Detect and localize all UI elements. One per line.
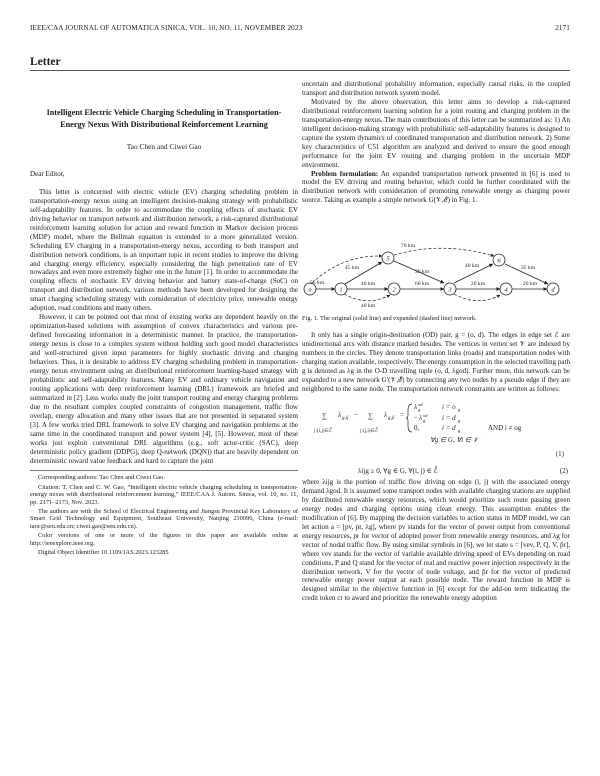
edge-label-5-3: 30 km <box>414 269 430 276</box>
network-diagram <box>302 209 570 313</box>
node-label-1: 1 <box>339 286 343 294</box>
footnote-citation: Citation: T. Chen and C. W. Gao, “Intelligent electric vehicle charging scheduling in transportation-energy nexus with distributional reinforcement learning,” IEEE/CAA J. Autom. Sinica, vol. 10, no. 11, pp. 2171–2173, Nov. 2023. <box>30 483 298 506</box>
node-label-o: o <box>308 286 312 294</box>
svg-text:j:(i,j)∈ℰ̂: j:(i,j)∈ℰ̂ <box>314 428 333 435</box>
intro-paragraph-1: This letter is concerned with electric vehicle (EV) charging scheduling problem in transportation-energy nexus using an intelligent decision-making strategy with probabilistic self-adaptability features. In order to accommodate the coupling effects of stochastic EV driving behavior on transport network and distribution network, a risk-captured distributional reinforcement learning solution for action and reward function in Markov decision process (MDP) model, where the Bellman equation is extended to a more generalized version. Scheduling EV charging in a transportation-energy nexus, according to both transport and distribution network conditions, is an important topic in recent studies to improve the driving and charging energy efficiency, especially considering the high penetration rate of EV nowadays and even more extremely higher one in the future [1]. In order to accommodate the coupling effects of stochastic EV driving behavior and battery state-of-charge (SoC) on transport and distribution network, various methods have been developed for designing the smart charging scheduling strategy with consideration of electricity price, renewable energy adoption, road conditions and many others. <box>30 187 298 313</box>
problem-formulation-paragraph <box>302 170 570 206</box>
intro-paragraph-2: However, it can be pointed out that most of existing works are dependent heavily on the optimization-based solutions with assumption of convex characteristics and various pre-defined forecasting information in a deterministic manner. In practice, the transportation-energy nexus is close to a complex system without holding such good model characteristics and well-structured given input parameters for highly stochastic driving and charging behaviors. Thus, it is desirable to address EV charging scheduling problem in transportation-energy nexus environment using an distributional reinforcement learning-based strategy with probabilistic and self-adaptability features. Many EV and ordinary vehicle navigation and routing applications with deep reinforcement learning (DRL) framework are briefed and summarized in [2]. Less works study the joint transport routing and energy charging problems due to the resultant complex coupled constraints of congestion management, traffic flow overlap, energy allocation and many other issues that are not presented in separated system [3]. A few works tried DRL framework to solve EV charging and navigation problems at the same time in the coordinated transport and power system [4], [5]. However, most of these works just exploit conventional DRL algorithms (e.g., soft actor-critic (SAC), deep deterministic policy gradient (DDPG), deep Q-network (DQN)) that are heavily dependent on deterministic reward value feedback and hard to capture the joint <box>30 313 298 465</box>
footnote-affiliation: The authors are with the School of Electrical Engineering and Jiangsu Provincial Key Laboratory of Smart Grid Technology and Equipment, Southeast University, Nanjing 210096, China (e-mail: taoc@seu.edu.cn; ciwei.gao@seu.edu.cn). <box>30 507 298 531</box>
node-label-5: 5 <box>386 255 390 263</box>
svg-text:∑: ∑ <box>368 412 373 421</box>
footnote-doi: Digital Object Identifier 10.1109/JAS.2023.123285 <box>38 548 169 556</box>
pseudo-edge-3-4 <box>454 294 500 301</box>
equation-1-number: (1) <box>555 450 564 459</box>
svg-text:g: g <box>458 407 461 413</box>
page-number: 2171 <box>555 24 570 32</box>
svg-text:od: od <box>418 402 423 408</box>
continued-paragraph: uncertain and distributional probability information, especially causal risks, in the coupled transport and distribution network system model. <box>302 80 570 97</box>
node-label-3: 3 <box>448 286 452 294</box>
footnote-color: Color versions of one or more of the figures in this paper are available online at http://ieeexplore.ieee.org. <box>30 532 298 547</box>
svg-text:0,: 0, <box>414 424 420 433</box>
equation-1 <box>302 398 570 464</box>
equation-1-math <box>302 398 570 464</box>
svg-text:g,ij: g,ij <box>342 416 349 422</box>
svg-text:λ: λ <box>414 403 418 412</box>
edge-label-4-d: 20 km <box>522 281 538 288</box>
salutation: Dear Editor, <box>30 169 65 178</box>
svg-text:i = o: i = o <box>442 403 456 412</box>
svg-text:g: g <box>423 418 426 424</box>
footnote-corresponding: Corresponding authors: Tao Chen and Ciwei Gao. <box>38 474 165 482</box>
modeling-paragraph: where λijg is the portion of traffic flow driving on edge (i, j) with the associated energy demand λgod. It is assumed some transport nodes with available charging stations are supplied by distributed renewable energy resources, which would prioritize such route passing green energy nodes and charging options using clean energy. This assumption enables the modification of [6]. By mapping the decision variables to action status in MDP model, we can let action a = [pv, pr, λg], where pv stands for the vector of power output from conventional energy resources, pr for vector of adopted power from renewable energy resources, and λg for vector of nodal traffic flow. By using similar symbols in [6], we let state s = [vev, P, Q, V, p̂r], where vev stands for the vector of variable available driving speed of EVs depending on road conditions, P and Q stand for the vector of real and reactive power injection respectively in the distribution network, V for the vector of node voltage, and p̂r for the vector of predicted renewable energy power output at each possible node. The reward function in MDP is designed similar to the objective function in [6] except for the add-on term indicating the credit token cr to award and prioritize the renewable energy adoption <box>302 477 570 603</box>
edge-label-1-2: 40 km <box>360 281 376 288</box>
motivation-paragraph: Motivated by the above observation, this letter aims to develop a risk-captured distributional reinforcement learning solution for a joint routing and charging problem in the transportation-energy nexus. The main contributions of this letter can be summarized as: 1) An intelligent decision-making strategy with probabilistic self-adaptability features is designed to capture the system dynamics of coordinated transportation and distribution network. 2) Some key characteristics of C51 algorithm are analyzed and derived to ensure the good enough performance for the joint EV routing and charging problem in the uncertain MDP environment. <box>302 97 570 169</box>
figure-1 <box>302 209 570 313</box>
edge-label-pseudo: 40 km <box>360 303 376 310</box>
equation-2-number: (2) <box>559 467 568 476</box>
pseudo-edge-5-6 <box>394 249 494 257</box>
svg-text:od: od <box>423 413 428 419</box>
author-line: Tao Chen and Ciwei Gao <box>126 142 202 151</box>
pseudo-edge-1-2 <box>344 294 390 301</box>
svg-text:g: g <box>458 418 461 424</box>
edge-label-2-3: 60 km <box>414 281 430 288</box>
svg-text:j:(j,i)∈ℰ̂: j:(j,i)∈ℰ̂ <box>360 428 379 435</box>
paper-title: Intelligent Electric Vehicle Charging Scheduling in Transportation-Energy Nexus With Distributional Reinforcement Learning <box>46 108 282 129</box>
equation-2 <box>302 467 570 476</box>
problem-formulation-label: Problem formulation: <box>311 169 379 178</box>
svg-text:λ: λ <box>419 414 423 423</box>
footnotes <box>30 470 298 556</box>
right-column <box>302 80 570 603</box>
edge-label-o-1: 55 km <box>309 280 325 287</box>
edge-label-6-d: 35 km <box>520 265 536 272</box>
edge-label-3-6: 40 km <box>464 263 480 270</box>
network-description-paragraph: It only has a single origin-destination (OD) pair, g = (o, d). The edges in edge set ℰ are unidirectional arcs with distance marked besides. The vertices in vertex set 𝒱 are indexed by numbers in the circles. They denote transportation links (roads) and transportation nodes with charging station available, respectively. The energy consumption in the selected travelling path g is denoted as λg in the O-D travelling tuple (o, d, λgod). Further more, this network can be expanded to a new network G′(𝒱,ℰ̂) by connecting any two nodes by a pseudo edge if they are neighbored to the same node. The transportation network constraints are written as follows: <box>302 331 570 394</box>
svg-text:∑: ∑ <box>322 412 327 421</box>
node-label-6: 6 <box>497 257 501 265</box>
article-type: Letter <box>30 56 61 68</box>
equation-2-body: λijg ≥ 0, ∀g ∈ G, ∀(i, j) ∈ ℰ̂ <box>358 467 438 476</box>
svg-text:λ: λ <box>384 411 388 420</box>
node-label-d: d <box>551 286 555 294</box>
edge-label-1-5: 45 km <box>344 265 360 272</box>
edge-label-3-4: 20 km <box>470 281 486 288</box>
svg-text:i = d: i = d <box>442 414 456 423</box>
svg-text:g: g <box>418 407 421 413</box>
header-rule <box>30 70 570 71</box>
svg-text:λ: λ <box>338 411 342 420</box>
svg-text:i = d: i = d <box>442 424 456 433</box>
svg-text:=: = <box>400 411 404 420</box>
svg-text:∀g ∈ G, ∀i ∈ 𝒱: ∀g ∈ G, ∀i ∈ 𝒱 <box>430 436 479 445</box>
node-label-4: 4 <box>504 286 508 294</box>
node-label-2: 2 <box>392 286 396 294</box>
svg-text:g,ji: g,ji <box>388 416 395 422</box>
svg-text:g: g <box>458 428 461 434</box>
svg-text:−: − <box>414 414 418 423</box>
left-column <box>30 80 298 558</box>
journal-name: IEEE/CAA JOURNAL OF AUTOMATICA SINICA, VOL. 10, NO. 11, NOVEMBER 2023 <box>30 24 303 32</box>
svg-text:−: − <box>354 411 358 420</box>
equation-1-and: AND i ≠ og <box>488 424 522 433</box>
running-header <box>30 24 570 32</box>
figure-caption: Fig. 1. The original (solid line) and expanded (dashed line) network. <box>302 315 477 323</box>
edge-label-5-6: 70 km <box>400 243 416 250</box>
problem-formulation-text: An expanded transportation network presented in [6] is used to model the EV driving and routing behavior, which could be further coordinated with the distribution network with consideration of promoting renewable energy as charging power source. Taking as example a simple network G(𝒱,ℰ) in Fig. 1. <box>302 169 571 205</box>
